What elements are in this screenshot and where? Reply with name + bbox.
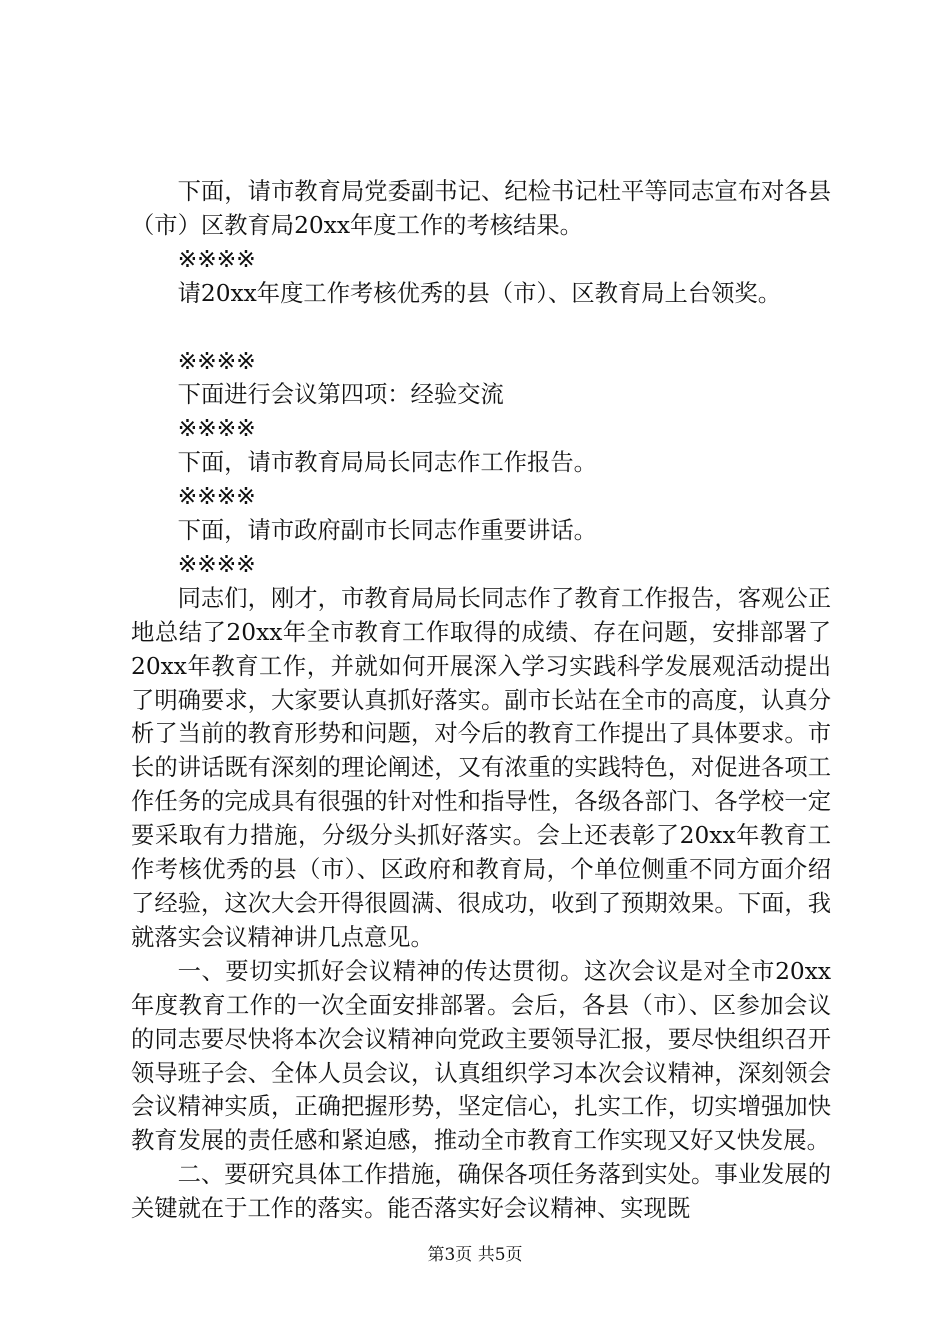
paragraph-summary: 同志们，刚才，市教育局局长同志作了教育工作报告，客观公正地总结了20xx年全市教育工作取得的成绩、存在问题，安排部署了20xx年教育工作，并就如何开展深入学习实践科学发展观活动提出了明确要求，大家要认真抓好落实。副市长站在全市的高度，认真分析了当前的教育形势和问题，对今后的教育工作提出了具体要求。市长的讲话既有深刻的理论阐述，又有浓重的实践特色，对促进各项工作任务的完成具有很强的针对性和指导性，各级各部门、各学校一定要采取有力措施，分级分头抓好落实。会上还表彰了20xx年教育工作考核优秀的县（市）、区政府和教育局，个单位侧重不同方面介绍了经验，这次大会开得很圆满、很成功，收到了预期效果。下面，我就落实会议精神讲几点意见。 (131, 584, 831, 951)
page-number-footer: 第3页 共5页 (427, 1245, 523, 1265)
separator-marks: ※※※※ (177, 245, 256, 273)
paragraph-agenda-item: 下面进行会议第四项：经验交流 (177, 381, 504, 409)
blank-line (131, 311, 831, 345)
paragraph-point-two: 二、要研究具体工作措施，确保各项任务落到实处。事业发展的关键就在于工作的落实。能否落实好会议精神、实现既 (131, 1161, 831, 1223)
paragraph-announcement: 下面，请市教育局党委副书记、纪检书记杜平等同志宣布对各县（市）区教育局20xx年度工作的考核结果。 (131, 178, 831, 239)
paragraph-award: 请20xx年度工作考核优秀的县（市）、区教育局上台领奖。 (177, 279, 781, 307)
paragraph-report: 下面，请市教育局局长同志作工作报告。 (177, 449, 597, 477)
document-body (131, 175, 831, 1226)
paragraph-speech: 下面，请市政府副市长同志作重要讲话。 (177, 517, 597, 545)
separator-marks: ※※※※ (177, 483, 256, 511)
paragraph-point-one: 一、要切实抓好会议精神的传达贯彻。这次会议是对全市20xx年度教育工作的一次全面安排部署。会后，各县（市）、区参加会议的同志要尽快将本次会议精神向党政主要领导汇报，要尽快组织召开领导班子会、全体人员会议，认真组织学习本次会议精神，深刻领会会议精神实质，正确把握形势，坚定信心，扎实工作，切实增强加快教育发展的责任感和紧迫感，推动全市教育工作实现又好又快发展。 (131, 957, 831, 1155)
separator-marks: ※※※※ (177, 550, 256, 578)
separator-marks: ※※※※ (177, 415, 256, 443)
separator-marks: ※※※※ (177, 347, 256, 375)
